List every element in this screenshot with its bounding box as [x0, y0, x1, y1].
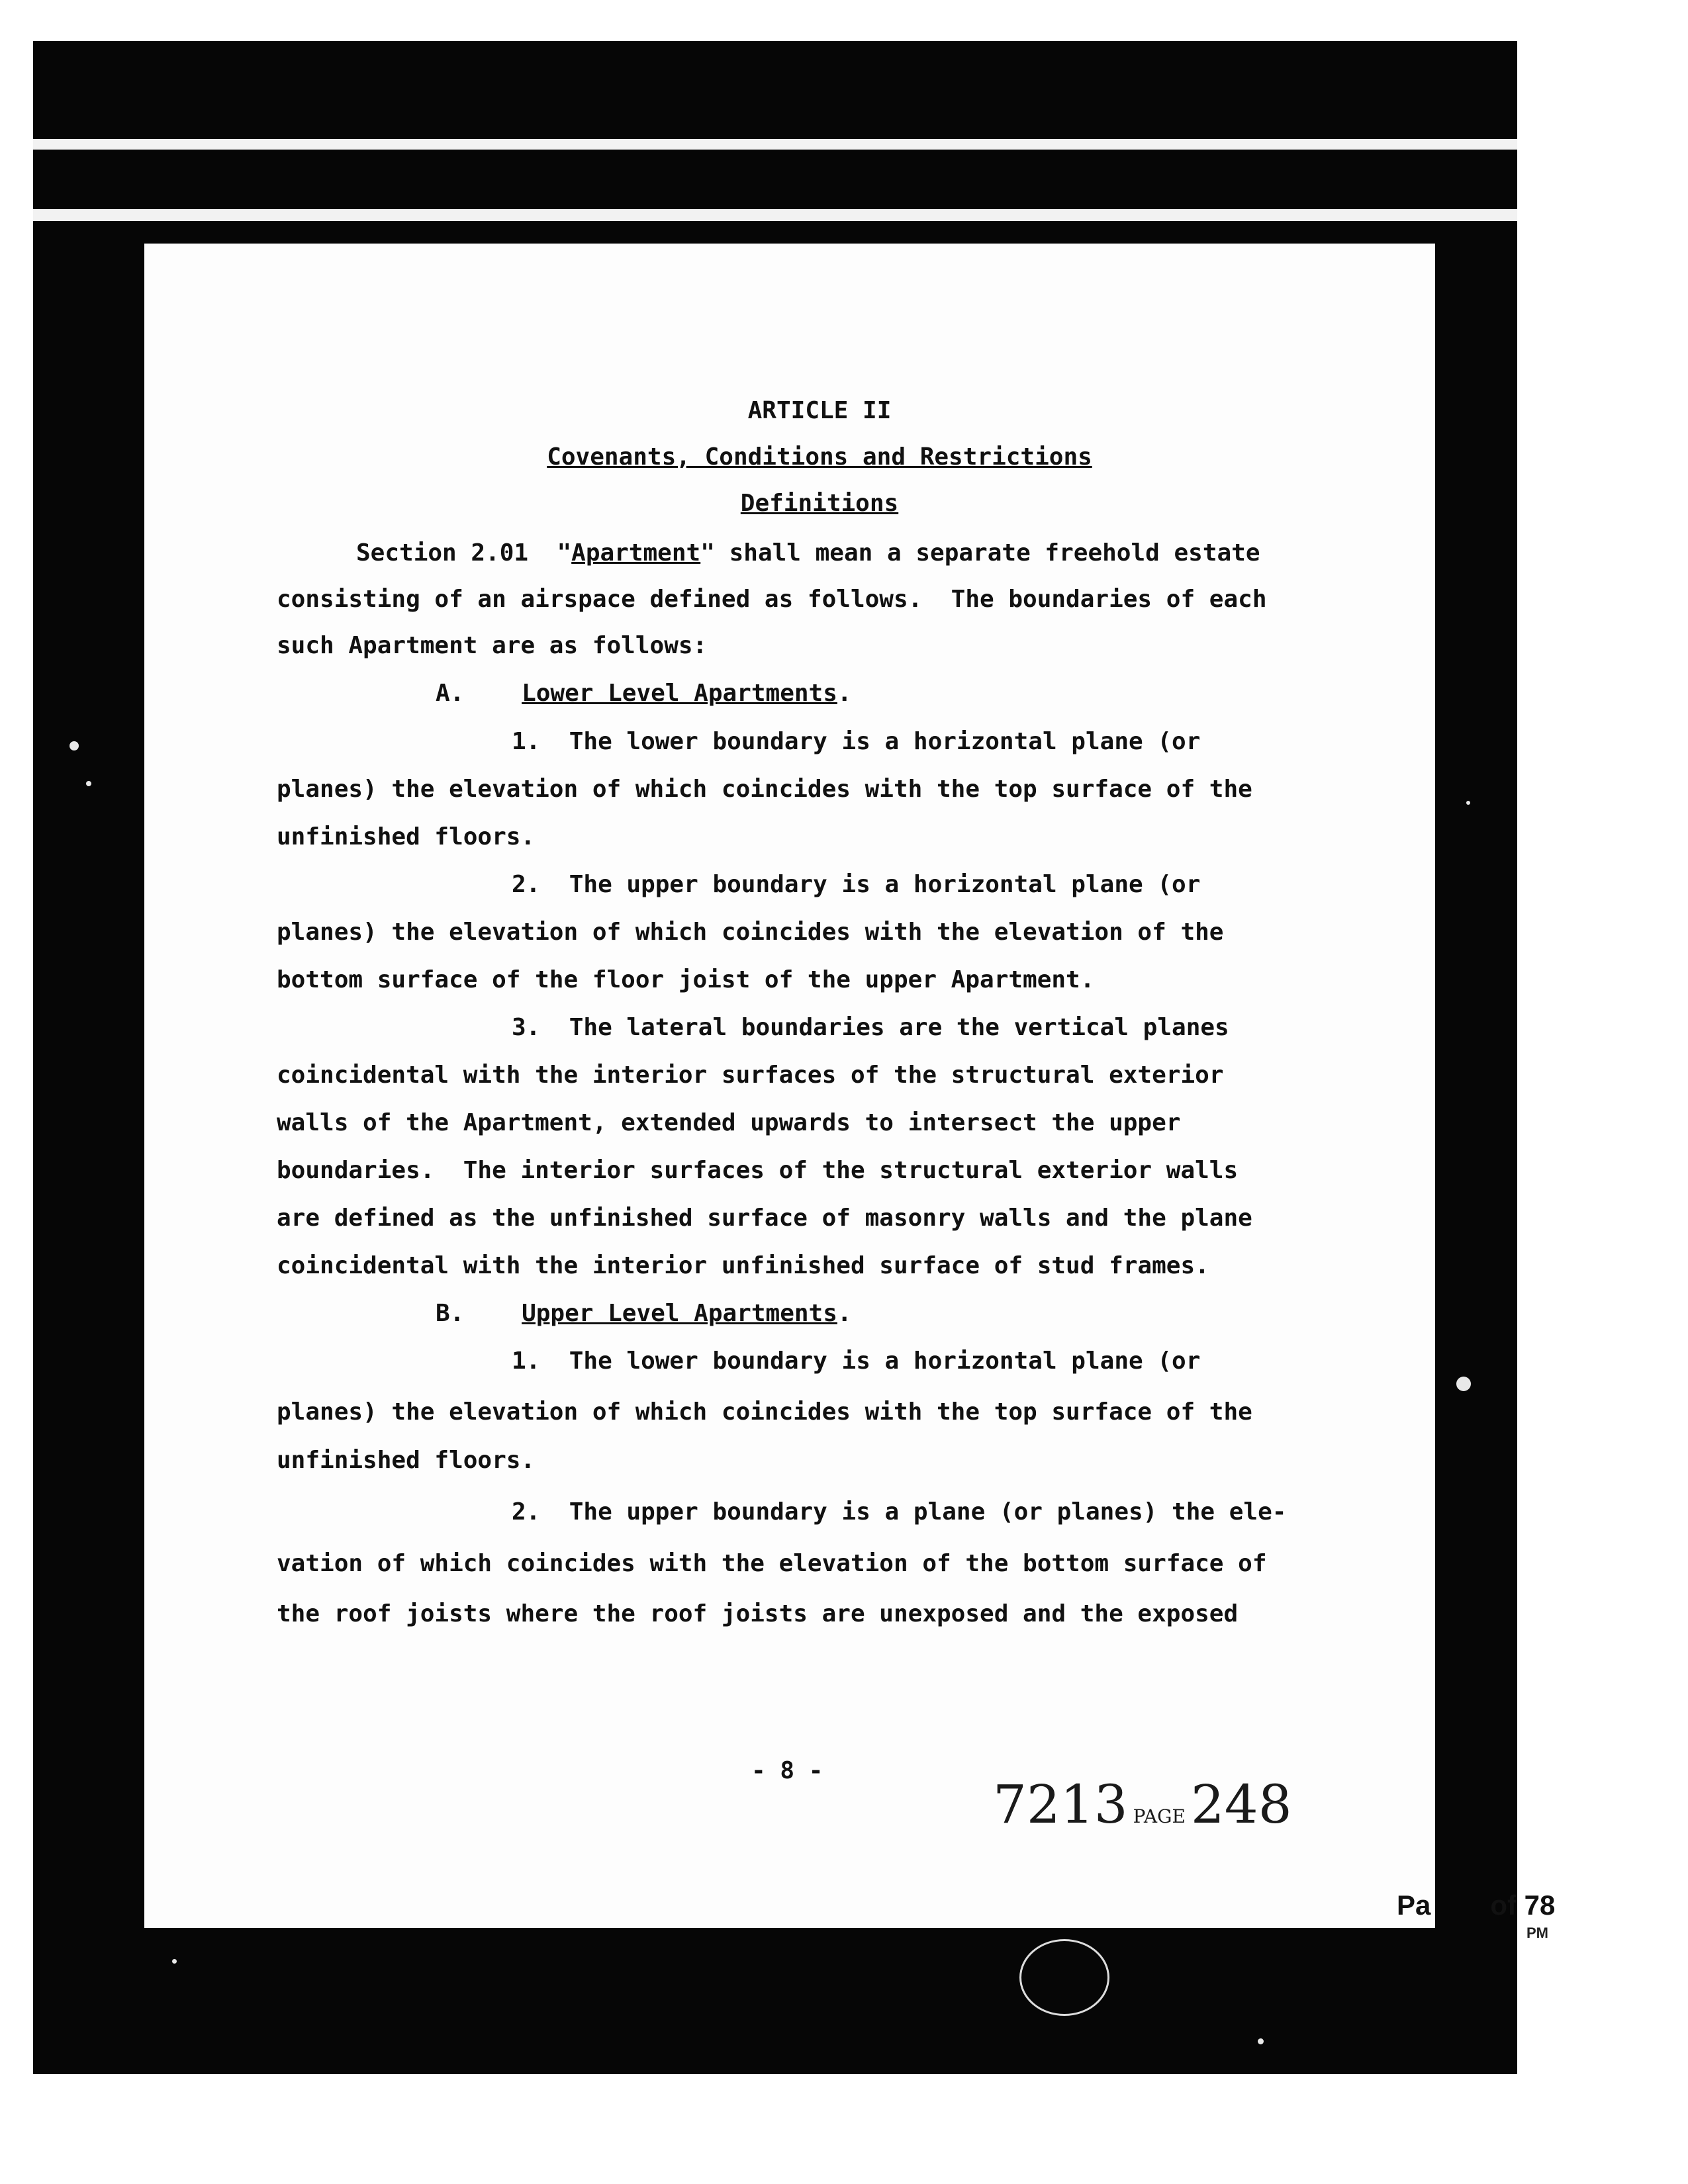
item-line: boundaries. The interior surfaces of the structural exterior walls	[277, 1157, 1239, 1184]
item-line: coincidental with the interior unfinished surface of stud frames.	[277, 1252, 1209, 1279]
article-heading: ARTICLE II	[747, 397, 892, 424]
subsection-a-heading: A. Lower Level Apartments.	[436, 680, 852, 707]
item-line: the roof joists where the roof joists are unexposed and the exposed	[277, 1600, 1239, 1627]
section-line: such Apartment are as follows:	[277, 632, 708, 659]
item-number: 3.	[512, 1014, 541, 1041]
scan-stripe	[33, 209, 1517, 221]
scan-speck	[1456, 1377, 1471, 1391]
scan-speck	[1258, 2038, 1264, 2044]
item-number: 1.	[512, 1347, 541, 1375]
page-number: - 8 -	[751, 1757, 823, 1784]
subsection-marker: A.	[436, 680, 465, 707]
document-title: Covenants, Conditions and Restrictions	[547, 443, 1092, 471]
item-number: 1.	[512, 728, 541, 755]
scan-speck	[70, 741, 79, 751]
item-line: vation of which coincides with the elevation of the bottom surface of	[277, 1550, 1267, 1577]
item-line: planes) the elevation of which coincides with the top surface of the	[277, 1398, 1252, 1426]
scan-speck	[172, 1959, 177, 1964]
item-first-line: 2. The upper boundary is a plane (or planes) the ele-	[512, 1498, 1287, 1525]
time-suffix: PM	[1526, 1925, 1548, 1941]
book-number: 7213	[993, 1774, 1128, 1835]
book-page-word: PAGE	[1133, 1805, 1186, 1827]
subtitle-wrap	[277, 490, 1362, 517]
item-first-line: 2. The upper boundary is a horizontal plane (or	[512, 871, 1201, 898]
item-line: walls of the Apartment, extended upwards to intersect the upper	[277, 1109, 1181, 1136]
book-page-number: 248	[1190, 1774, 1292, 1835]
scan-speck	[86, 781, 91, 786]
item-line: unfinished floors.	[277, 1447, 536, 1474]
subsection-heading: Upper Level Apartments	[522, 1300, 837, 1327]
item-line: unfinished floors.	[277, 823, 536, 850]
subsection-marker: B.	[436, 1300, 465, 1327]
item-number: 2.	[512, 871, 541, 898]
definitions-heading: Definitions	[740, 490, 899, 517]
subsection-b-heading: B. Upper Level Apartments.	[436, 1300, 852, 1327]
item-number: 2.	[512, 1498, 541, 1525]
item-line: bottom surface of the floor joist of the upper Apartment.	[277, 966, 1095, 993]
page-counter: Pa of 78	[1397, 1889, 1556, 1921]
item-line: planes) the elevation of which coincides with the elevation of the	[277, 919, 1224, 946]
section-number: Section 2.01	[356, 539, 529, 567]
title-wrap	[277, 443, 1362, 471]
item-first-line: 1. The lower boundary is a horizontal plane (or	[512, 1347, 1201, 1375]
subsection-heading: Lower Level Apartments	[522, 680, 837, 707]
scan-speck	[1466, 801, 1470, 805]
book-page-stamp	[993, 1774, 1292, 1835]
section-line: consisting of an airspace defined as follows. The boundaries of each	[277, 586, 1267, 613]
scan-scrawl	[1019, 1939, 1109, 2016]
item-line: are defined as the unfinished surface of masonry walls and the plane	[277, 1205, 1252, 1232]
item-line: planes) the elevation of which coincides with the top surface of the	[277, 776, 1252, 803]
section-intro-line: Section 2.01 "Apartment" shall mean a separate freehold estate	[356, 539, 1260, 567]
scan-stripe	[33, 139, 1517, 150]
item-first-line: 3. The lateral boundaries are the vertical planes	[512, 1014, 1229, 1041]
defined-term: "Apartment"	[557, 539, 715, 567]
item-first-line: 1. The lower boundary is a horizontal plane (or	[512, 728, 1201, 755]
item-line: coincidental with the interior surfaces of the structural exterior	[277, 1062, 1224, 1089]
